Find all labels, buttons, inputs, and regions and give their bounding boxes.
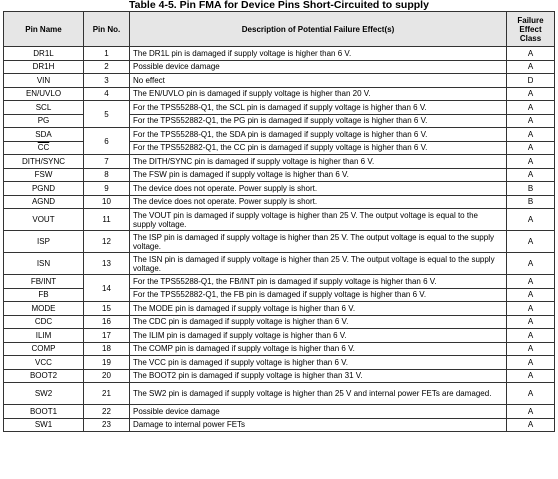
- table-row: [4, 231, 555, 253]
- failure-description: For the TPS55288-Q1, the FB/INT pin is damaged if supply voltage is higher than 6 V.: [130, 275, 507, 289]
- pin-name: FB: [4, 288, 84, 302]
- pin-name: SCL: [4, 101, 84, 115]
- table-row: [4, 329, 555, 343]
- pin-name: ISN: [4, 253, 84, 275]
- table-row: [4, 182, 555, 196]
- table-row: [4, 209, 555, 231]
- pin-number: 1: [84, 47, 130, 61]
- failure-description: For the TPS552882-Q1, the FB pin is damaged if supply voltage is higher than 6 V.: [130, 288, 507, 302]
- pin-name: VIN: [4, 74, 84, 88]
- failure-description: The COMP pin is damaged if supply voltage is higher than 6 V.: [130, 342, 507, 356]
- pin-number: 21: [84, 383, 130, 405]
- failure-description: The ILIM pin is damaged if supply voltage is higher than 6 V.: [130, 329, 507, 343]
- failure-description: The BOOT2 pin is damaged if supply voltage is higher than 31 V.: [130, 369, 507, 383]
- pin-number: 8: [84, 168, 130, 182]
- pin-number: 20: [84, 369, 130, 383]
- pin-name: ISP: [4, 231, 84, 253]
- table-row: [4, 369, 555, 383]
- header-pin-name: Pin Name: [4, 12, 84, 47]
- pin-name: PGND: [4, 182, 84, 196]
- failure-class: A: [507, 128, 555, 142]
- failure-class: A: [507, 60, 555, 74]
- pin-name: SDA: [4, 128, 84, 142]
- pin-number: 4: [84, 87, 130, 101]
- table-row: [4, 47, 555, 61]
- failure-class: A: [507, 87, 555, 101]
- failure-class: A: [507, 168, 555, 182]
- failure-class: A: [507, 302, 555, 316]
- failure-description: For the TPS55288-Q1, the SDA pin is damaged if supply voltage is higher than 6 V.: [130, 128, 507, 142]
- pin-name: ILIM: [4, 329, 84, 343]
- pin-name: EN/UVLO: [4, 87, 84, 101]
- pin-name: PG: [4, 114, 84, 128]
- failure-description: The FSW pin is damaged if supply voltage is higher than 6 V.: [130, 168, 507, 182]
- pin-name: COMP: [4, 342, 84, 356]
- header-description: Description of Potential Failure Effect(s): [130, 12, 507, 47]
- failure-description: Possible device damage: [130, 60, 507, 74]
- pin-name: CDC: [4, 315, 84, 329]
- pin-number: 18: [84, 342, 130, 356]
- pin-name: FSW: [4, 168, 84, 182]
- pin-number: 6: [84, 128, 130, 155]
- table-row: [4, 101, 555, 115]
- failure-description: The VOUT pin is damaged if supply voltage is higher than 25 V. The output voltage is equal to the supply voltage.: [130, 209, 507, 231]
- failure-class: A: [507, 369, 555, 383]
- failure-description: The MODE pin is damaged if supply voltage is higher than 6 V.: [130, 302, 507, 316]
- failure-class: A: [507, 288, 555, 302]
- header-row: [4, 12, 555, 47]
- pin-number: 23: [84, 418, 130, 432]
- pin-name: BOOT1: [4, 405, 84, 419]
- pin-name: SW2: [4, 383, 84, 405]
- pin-name: SW1: [4, 418, 84, 432]
- failure-class: A: [507, 418, 555, 432]
- failure-description: The ISN pin is damaged if supply voltage is higher than 25 V. The output voltage is equal to the supply voltage.: [130, 253, 507, 275]
- table-row: [4, 356, 555, 370]
- failure-description: The ISP pin is damaged if supply voltage is higher than 25 V. The output voltage is equal to the supply voltage.: [130, 231, 507, 253]
- pin-number: 10: [84, 195, 130, 209]
- pin-number: 2: [84, 60, 130, 74]
- header-pin-no: Pin No.: [84, 12, 130, 47]
- failure-class: A: [507, 141, 555, 155]
- table-row: [4, 418, 555, 432]
- pin-number: 7: [84, 155, 130, 169]
- table-row: [4, 302, 555, 316]
- table-title: Table 4-5. Pin FMA for Device Pins Short-Circuited to supply: [129, 0, 429, 11]
- table-row: [4, 128, 555, 142]
- failure-description: For the TPS552882-Q1, the CC pin is damaged if supply voltage is higher than 6 V.: [130, 141, 507, 155]
- pin-name: FB/INT: [4, 275, 84, 289]
- failure-description: The SW2 pin is damaged if supply voltage is higher than 25 V and internal power FETs are damaged.: [130, 383, 507, 405]
- pin-number: 11: [84, 209, 130, 231]
- failure-description: For the TPS552882-Q1, the PG pin is damaged if supply voltage is higher than 6 V.: [130, 114, 507, 128]
- failure-class: A: [507, 275, 555, 289]
- pin-name: AGND: [4, 195, 84, 209]
- pin-number: 19: [84, 356, 130, 370]
- pin-number: 15: [84, 302, 130, 316]
- failure-class: D: [507, 74, 555, 88]
- failure-class: A: [507, 231, 555, 253]
- pin-number: 5: [84, 101, 130, 128]
- failure-class: A: [507, 209, 555, 231]
- table-row: [4, 195, 555, 209]
- pin-fma-table: [3, 11, 555, 432]
- failure-class: B: [507, 195, 555, 209]
- pin-number: 12: [84, 231, 130, 253]
- table-row: [4, 405, 555, 419]
- failure-class: A: [507, 101, 555, 115]
- failure-class: A: [507, 329, 555, 343]
- header-failure-class: Failure Effect Class: [507, 12, 555, 47]
- failure-description: The VCC pin is damaged if supply voltage is higher than 6 V.: [130, 356, 507, 370]
- table-row: [4, 253, 555, 275]
- failure-description: The DITH/SYNC pin is damaged if supply voltage is higher than 6 V.: [130, 155, 507, 169]
- failure-description: No effect: [130, 74, 507, 88]
- failure-description: The EN/UVLO pin is damaged if supply voltage is higher than 20 V.: [130, 87, 507, 101]
- table-row: [4, 168, 555, 182]
- failure-class: A: [507, 356, 555, 370]
- table-row: [4, 74, 555, 88]
- pin-name-text: $\overline{CC}$: [37, 143, 50, 153]
- failure-class: A: [507, 155, 555, 169]
- table-row: [4, 87, 555, 101]
- pin-number: 16: [84, 315, 130, 329]
- pin-number: 14: [84, 275, 130, 302]
- pin-name: DR1H: [4, 60, 84, 74]
- table-row: [4, 342, 555, 356]
- failure-class: A: [507, 405, 555, 419]
- failure-class: A: [507, 253, 555, 275]
- failure-description: The device does not operate. Power supply is short.: [130, 182, 507, 196]
- pin-number: 13: [84, 253, 130, 275]
- failure-description: The CDC pin is damaged if supply voltage is higher than 6 V.: [130, 315, 507, 329]
- pin-number: 3: [84, 74, 130, 88]
- failure-class: A: [507, 383, 555, 405]
- pin-name: VCC: [4, 356, 84, 370]
- pin-name: DR1L: [4, 47, 84, 61]
- pin-name: VOUT: [4, 209, 84, 231]
- pin-number: 22: [84, 405, 130, 419]
- failure-class: A: [507, 47, 555, 61]
- pin-number: 9: [84, 182, 130, 196]
- pin-name: MODE: [4, 302, 84, 316]
- failure-class: A: [507, 315, 555, 329]
- pin-name: DITH/SYNC: [4, 155, 84, 169]
- table-row: [4, 275, 555, 289]
- failure-description: Possible device damage: [130, 405, 507, 419]
- failure-class: A: [507, 342, 555, 356]
- failure-description: The DR1L pin is damaged if supply voltage is higher than 6 V.: [130, 47, 507, 61]
- table-row: [4, 60, 555, 74]
- failure-class: A: [507, 114, 555, 128]
- failure-description: For the TPS55288-Q1, the SCL pin is damaged if supply voltage is higher than 6 V.: [130, 101, 507, 115]
- failure-description: The device does not operate. Power supply is short.: [130, 195, 507, 209]
- table-row: [4, 315, 555, 329]
- table-row: [4, 155, 555, 169]
- failure-class: B: [507, 182, 555, 196]
- pin-number: 17: [84, 329, 130, 343]
- pin-name: BOOT2: [4, 369, 84, 383]
- table-row: [4, 383, 555, 405]
- failure-description: Damage to internal power FETs: [130, 418, 507, 432]
- pin-name-overlined: [4, 141, 84, 155]
